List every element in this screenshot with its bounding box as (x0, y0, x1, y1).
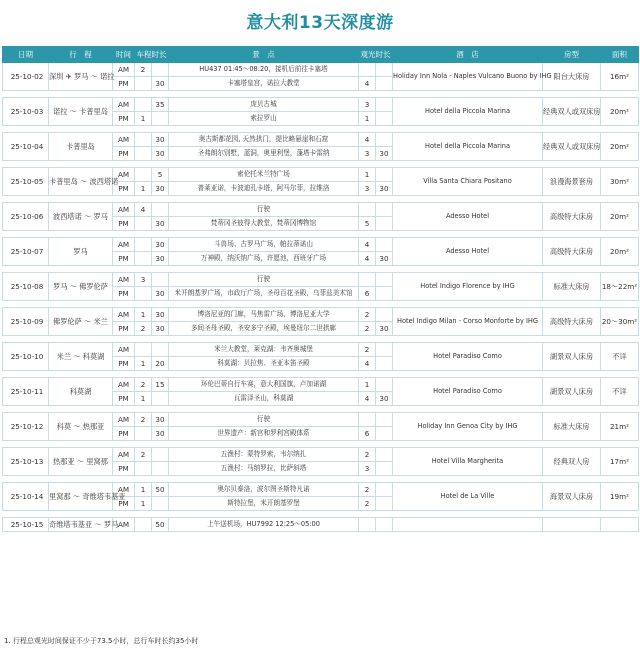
view-minutes-cell (376, 77, 393, 91)
drive-minutes-cell (152, 112, 169, 126)
spots-cell: 奥古斯都花园, 天然拱门，提比略悬崖和石窟 (169, 133, 359, 147)
view-minutes-cell (376, 168, 393, 182)
drive-hours-cell (135, 252, 152, 266)
drive-minutes-cell: 30 (152, 308, 169, 322)
spots-cell: 行驶 (169, 273, 359, 287)
spots-cell: 科莫湖：贝拉焦、圣亚本笛圣殿 (169, 357, 359, 371)
separator-cell (3, 441, 639, 448)
time-cell: AM (113, 203, 135, 217)
table-row (3, 343, 639, 357)
hotel-cell: Hotel della Piccola Marina (393, 98, 543, 126)
time-cell: PM (113, 427, 135, 441)
table-row (3, 308, 639, 322)
view-minutes-cell: 30 (376, 252, 393, 266)
hotel-cell: Holiday Inn Nola - Naples Vulcano Buono by IHG (393, 63, 543, 91)
time-cell: PM (113, 217, 135, 231)
day-separator (3, 196, 639, 203)
area-cell: 20m² (601, 133, 639, 161)
view-hours-cell: 4 (359, 77, 376, 91)
view-hours-cell: 4 (359, 133, 376, 147)
header-date: 日期 (3, 47, 49, 63)
itinerary-table (2, 46, 639, 532)
view-hours-cell: 3 (359, 462, 376, 476)
room-cell: 高级特大床房 (543, 203, 601, 231)
view-minutes-cell (376, 497, 393, 511)
day-separator (3, 161, 639, 168)
date-cell: 25-10-12 (3, 413, 49, 441)
view-minutes-cell: 30 (376, 147, 393, 161)
drive-minutes-cell: 30 (152, 252, 169, 266)
view-minutes-cell: 30 (376, 182, 393, 196)
spots-cell: 上午送机场，HU7992 12:25～05:00 (169, 518, 359, 532)
drive-hours-cell: 2 (135, 413, 152, 427)
view-hours-cell: 4 (359, 357, 376, 371)
drive-minutes-cell: 30 (152, 133, 169, 147)
route-cell: 卡普里岛 (49, 133, 113, 161)
view-hours-cell: 2 (359, 343, 376, 357)
table-row (3, 98, 639, 112)
area-cell: 20m² (601, 238, 639, 266)
view-minutes-cell (376, 462, 393, 476)
view-hours-cell: 1 (359, 168, 376, 182)
drive-minutes-cell (152, 392, 169, 406)
hotel-cell: Hotel Paradiso Como (393, 343, 543, 371)
hotel-cell: Villa Santa Chiara Positano (393, 168, 543, 196)
day-separator (3, 371, 639, 378)
drive-hours-cell (135, 168, 152, 182)
day-separator (3, 126, 639, 133)
route-cell: 里窝那 ～ 奇维塔韦基亚 (49, 483, 113, 511)
drive-minutes-cell: 30 (152, 217, 169, 231)
area-cell: 20m² (601, 98, 639, 126)
date-cell: 25-10-06 (3, 203, 49, 231)
time-cell: AM (113, 483, 135, 497)
time-cell: AM (113, 378, 135, 392)
view-minutes-cell (376, 287, 393, 301)
drive-minutes-cell: 5 (152, 168, 169, 182)
drive-hours-cell: 1 (135, 497, 152, 511)
view-hours-cell (359, 518, 376, 532)
view-hours-cell: 6 (359, 287, 376, 301)
time-cell: PM (113, 112, 135, 126)
route-cell: 佛罗伦萨 ～ 米兰 (49, 308, 113, 336)
view-minutes-cell (376, 518, 393, 532)
spots-cell: 米兰大教堂，莱克湖：韦齐奥城堡 (169, 343, 359, 357)
view-hours-cell: 4 (359, 392, 376, 406)
view-minutes-cell (376, 63, 393, 77)
route-cell: 深圳 ✈ 罗马 ～ 诺拉 (49, 63, 113, 91)
table-header (3, 47, 639, 63)
time-cell: PM (113, 147, 135, 161)
hotel-cell: Hotel della Piccola Marina (393, 133, 543, 161)
route-cell: 科莫湖 (49, 378, 113, 406)
view-hours-cell: 1 (359, 378, 376, 392)
spots-cell: 庞贝古城 (169, 98, 359, 112)
time-cell: PM (113, 392, 135, 406)
spots-cell: 米开朗基罗广场，市政厅广场，圣母百花圣殿，乌菲兹美术馆 (169, 287, 359, 301)
view-minutes-cell (376, 343, 393, 357)
drive-minutes-cell: 30 (152, 413, 169, 427)
drive-minutes-cell: 30 (152, 147, 169, 161)
area-cell: 30m² (601, 168, 639, 196)
time-cell: AM (113, 343, 135, 357)
day-separator (3, 511, 639, 518)
room-cell: 阳台大床房 (543, 63, 601, 91)
header-view: 观光时长 (359, 47, 393, 63)
hotel-cell: Hotel de La Ville (393, 483, 543, 511)
view-minutes-cell: 30 (376, 392, 393, 406)
separator-cell (3, 371, 639, 378)
table-row (3, 238, 639, 252)
drive-minutes-cell (152, 497, 169, 511)
header-time: 时间 (113, 47, 135, 63)
date-cell: 25-10-08 (3, 273, 49, 301)
drive-hours-cell (135, 77, 152, 91)
date-cell: 25-10-13 (3, 448, 49, 476)
room-cell: 海景双人床房 (543, 483, 601, 511)
date-cell: 25-10-10 (3, 343, 49, 371)
header-hotel: 酒 店 (393, 47, 543, 63)
drive-hours-cell (135, 518, 152, 532)
time-cell: AM (113, 308, 135, 322)
route-cell: 诺拉 ～ 卡普里岛 (49, 98, 113, 126)
view-minutes-cell (376, 98, 393, 112)
route-cell: 波西塔诺 ～ 罗马 (49, 203, 113, 231)
room-cell: 标准大床房 (543, 273, 601, 301)
drive-minutes-cell: 30 (152, 427, 169, 441)
hotel-cell: Hotel Indigo Milan - Corso Monforte by IHG (393, 308, 543, 336)
date-cell: 25-10-04 (3, 133, 49, 161)
view-minutes-cell (376, 448, 393, 462)
table-row (3, 448, 639, 462)
time-cell: AM (113, 98, 135, 112)
table-row (3, 133, 639, 147)
date-cell: 25-10-07 (3, 238, 49, 266)
room-cell: 湖景双人床房 (543, 343, 601, 371)
view-hours-cell (359, 203, 376, 217)
spots-cell: 索拉罗山 (169, 112, 359, 126)
view-hours-cell: 5 (359, 217, 376, 231)
view-hours-cell: 2 (359, 448, 376, 462)
view-hours-cell: 2 (359, 308, 376, 322)
time-cell: AM (113, 273, 135, 287)
view-hours-cell: 2 (359, 497, 376, 511)
date-cell: 25-10-05 (3, 168, 49, 196)
view-minutes-cell (376, 427, 393, 441)
header-route: 行 程 (49, 47, 113, 63)
hotel-cell (393, 518, 543, 532)
separator-cell (3, 266, 639, 273)
spots-cell: 梵蒂冈圣彼得大教堂，梵蒂冈博物馆 (169, 217, 359, 231)
header-spots: 景 点 (169, 47, 359, 63)
spots-cell: 斗兽场、古罗马广场，帕拉蒂诺山 (169, 238, 359, 252)
area-cell: 不详 (601, 343, 639, 371)
view-hours-cell: 2 (359, 483, 376, 497)
time-cell: AM (113, 238, 135, 252)
view-hours-cell: 1 (359, 112, 376, 126)
drive-minutes-cell (152, 63, 169, 77)
date-cell: 25-10-09 (3, 308, 49, 336)
day-separator (3, 91, 639, 98)
drive-minutes-cell (152, 203, 169, 217)
drive-minutes-cell (152, 343, 169, 357)
time-cell: PM (113, 182, 135, 196)
drive-hours-cell (135, 287, 152, 301)
spots-cell: 奥尔贝泰洛，波尔图圣斯特凡诺 (169, 483, 359, 497)
spots-cell: 普莱亚诺，卡波迪孔卡塔，阿马尔菲，拉维洛 (169, 182, 359, 196)
drive-hours-cell (135, 238, 152, 252)
view-minutes-cell (376, 238, 393, 252)
date-cell: 25-10-11 (3, 378, 49, 406)
hotel-cell: Hotel Paradiso Como (393, 378, 543, 406)
drive-minutes-cell (152, 273, 169, 287)
view-hours-cell (359, 413, 376, 427)
note-line: 1. 行程总观光时间保证不少于73.5小时，总行车时长约35小时 (4, 637, 199, 645)
view-minutes-cell (376, 133, 393, 147)
page-title: 意大利13天深度游 (246, 13, 394, 33)
drive-hours-cell (135, 98, 152, 112)
date-cell: 25-10-02 (3, 63, 49, 91)
separator-cell (3, 126, 639, 133)
spots-cell: 斯特拉堡，米开朗基罗堡 (169, 497, 359, 511)
time-cell: AM (113, 168, 135, 182)
date-cell: 25-10-15 (3, 518, 49, 532)
area-cell: 20m² (601, 203, 639, 231)
table-row (3, 63, 639, 77)
view-hours-cell: 2 (359, 322, 376, 336)
date-cell: 25-10-03 (3, 98, 49, 126)
spots-cell: 卡塞塔皇宫，诺拉大教堂 (169, 77, 359, 91)
view-minutes-cell (376, 308, 393, 322)
drive-minutes-cell: 50 (152, 483, 169, 497)
route-cell: 科莫 ～ 热那亚 (49, 413, 113, 441)
day-separator (3, 476, 639, 483)
date-cell: 25-10-14 (3, 483, 49, 511)
time-cell: PM (113, 252, 135, 266)
drive-hours-cell: 1 (135, 112, 152, 126)
drive-hours-cell: 1 (135, 357, 152, 371)
time-cell: PM (113, 357, 135, 371)
drive-minutes-cell: 30 (152, 77, 169, 91)
drive-hours-cell: 1 (135, 182, 152, 196)
spots-cell: 五渔村：马纳罗拉，比萨斜塔 (169, 462, 359, 476)
separator-cell (3, 91, 639, 98)
room-cell: 经典双人或双床房 (543, 98, 601, 126)
hotel-cell: Adesso Hotel (393, 238, 543, 266)
area-cell (601, 518, 639, 532)
drive-hours-cell (135, 133, 152, 147)
route-cell: 卡普里岛 ～ 波西塔诺 (49, 168, 113, 196)
drive-hours-cell: 2 (135, 63, 152, 77)
hotel-cell: Hotel Indigo Florence by IHG (393, 273, 543, 301)
drive-minutes-cell: 35 (152, 98, 169, 112)
time-cell: AM (113, 133, 135, 147)
room-cell (543, 518, 601, 532)
separator-cell (3, 196, 639, 203)
route-cell: 热那亚 ～ 里窝那 (49, 448, 113, 476)
separator-cell (3, 406, 639, 413)
time-cell: AM (113, 448, 135, 462)
view-hours-cell: 4 (359, 238, 376, 252)
separator-cell (3, 476, 639, 483)
spots-cell: 博洛尼亚的门廊，马焦雷广场，博洛尼亚大学 (169, 308, 359, 322)
area-cell: 19m² (601, 483, 639, 511)
day-separator (3, 336, 639, 343)
separator-cell (3, 301, 639, 308)
view-minutes-cell (376, 378, 393, 392)
drive-hours-cell: 1 (135, 392, 152, 406)
room-cell: 高级特大床房 (543, 238, 601, 266)
notes (4, 636, 198, 647)
table-row (3, 378, 639, 392)
table-row (3, 273, 639, 287)
view-hours-cell: 3 (359, 98, 376, 112)
spots-cell: HU437 01:45～08:20，接机后前往卡塞塔 (169, 63, 359, 77)
spots-cell: 万神殿，纳沃纳广场，许愿池，西班牙广场 (169, 252, 359, 266)
separator-cell (3, 161, 639, 168)
drive-hours-cell (135, 343, 152, 357)
table-row (3, 518, 639, 532)
separator-cell (3, 336, 639, 343)
time-cell: AM (113, 63, 135, 77)
separator-cell (3, 231, 639, 238)
area-cell: 20～30m² (601, 308, 639, 336)
room-cell: 标准大床房 (543, 413, 601, 441)
view-hours-cell: 4 (359, 252, 376, 266)
hotel-cell: Adesso Hotel (393, 203, 543, 231)
view-minutes-cell (376, 357, 393, 371)
area-cell: 16m² (601, 63, 639, 91)
day-separator (3, 441, 639, 448)
view-hours-cell: 3 (359, 182, 376, 196)
drive-hours-cell: 3 (135, 273, 152, 287)
drive-minutes-cell (152, 448, 169, 462)
header-room: 房型 (543, 47, 601, 63)
room-cell: 湖景双人床房 (543, 378, 601, 406)
room-cell: 经典双人房 (543, 448, 601, 476)
room-cell: 经典双人或双床房 (543, 133, 601, 161)
drive-hours-cell (135, 147, 152, 161)
view-minutes-cell: 30 (376, 322, 393, 336)
table-row (3, 413, 639, 427)
day-separator (3, 406, 639, 413)
drive-hours-cell: 1 (135, 308, 152, 322)
spots-cell: 环伦巴蒂自行车赛，意大利国旗，卢加诺湖 (169, 378, 359, 392)
room-cell: 高级特大床房 (543, 308, 601, 336)
itinerary-body (3, 63, 639, 532)
spots-cell: 索伦托米兰特广场 (169, 168, 359, 182)
spots-cell: 行驶 (169, 413, 359, 427)
view-minutes-cell (376, 483, 393, 497)
time-cell: AM (113, 413, 135, 427)
view-hours-cell (359, 273, 376, 287)
view-minutes-cell (376, 217, 393, 231)
route-cell: 奇维塔韦基亚 ～ 罗马 (49, 518, 113, 532)
drive-minutes-cell: 15 (152, 378, 169, 392)
view-hours-cell: 6 (359, 427, 376, 441)
hotel-cell: Holiday Inn Genoa City by IHG (393, 413, 543, 441)
drive-minutes-cell: 30 (152, 287, 169, 301)
spots-cell: 五渔村：蒙特罗索，韦尔纳扎 (169, 448, 359, 462)
drive-hours-cell: 4 (135, 203, 152, 217)
view-hours-cell: 3 (359, 147, 376, 161)
view-minutes-cell (376, 273, 393, 287)
spots-cell: 行驶 (169, 203, 359, 217)
separator-cell (3, 511, 639, 518)
drive-minutes-cell: 30 (152, 322, 169, 336)
drive-minutes-cell: 50 (152, 518, 169, 532)
drive-minutes-cell: 20 (152, 357, 169, 371)
header-drive: 车程时长 (135, 47, 169, 63)
drive-minutes-cell (152, 462, 169, 476)
spots-cell: 瓦雷泽圣山，科莫湖 (169, 392, 359, 406)
table-row (3, 203, 639, 217)
hotel-cell: Hotel Villa Margherita (393, 448, 543, 476)
drive-hours-cell: 2 (135, 448, 152, 462)
day-separator (3, 301, 639, 308)
view-minutes-cell (376, 413, 393, 427)
route-cell: 罗马 ～ 佛罗伦萨 (49, 273, 113, 301)
drive-hours-cell: 2 (135, 378, 152, 392)
area-cell: 17m² (601, 448, 639, 476)
drive-hours-cell (135, 217, 152, 231)
day-separator (3, 231, 639, 238)
drive-hours-cell (135, 462, 152, 476)
header-area: 面积 (601, 47, 639, 63)
table-row (3, 168, 639, 182)
view-hours-cell (359, 63, 376, 77)
spots-cell: 圣弗朗尔别墅，蓝洞，奥里利堡，蓬塔卡雷纳 (169, 147, 359, 161)
time-cell: AM (113, 518, 135, 532)
area-cell: 18～22m² (601, 273, 639, 301)
view-minutes-cell (376, 203, 393, 217)
drive-minutes-cell: 30 (152, 238, 169, 252)
time-cell: PM (113, 322, 135, 336)
drive-minutes-cell: 30 (152, 182, 169, 196)
time-cell: PM (113, 497, 135, 511)
area-cell: 不详 (601, 378, 639, 406)
drive-hours-cell (135, 427, 152, 441)
table-row (3, 483, 639, 497)
view-minutes-cell (376, 112, 393, 126)
route-cell: 米兰 ～ 科莫湖 (49, 343, 113, 371)
room-cell: 浪漫海景套房 (543, 168, 601, 196)
spots-cell: 世界遗产：新宫和罗利宫殿体系 (169, 427, 359, 441)
time-cell: PM (113, 287, 135, 301)
drive-hours-cell: 1 (135, 483, 152, 497)
route-cell: 罗马 (49, 238, 113, 266)
time-cell: PM (113, 462, 135, 476)
time-cell: PM (113, 77, 135, 91)
spots-cell: 多间圣母圣殿，圣安多宁圣殿，埃曼纽尔二世拱廊 (169, 322, 359, 336)
area-cell: 21m² (601, 413, 639, 441)
drive-hours-cell: 2 (135, 322, 152, 336)
day-separator (3, 266, 639, 273)
